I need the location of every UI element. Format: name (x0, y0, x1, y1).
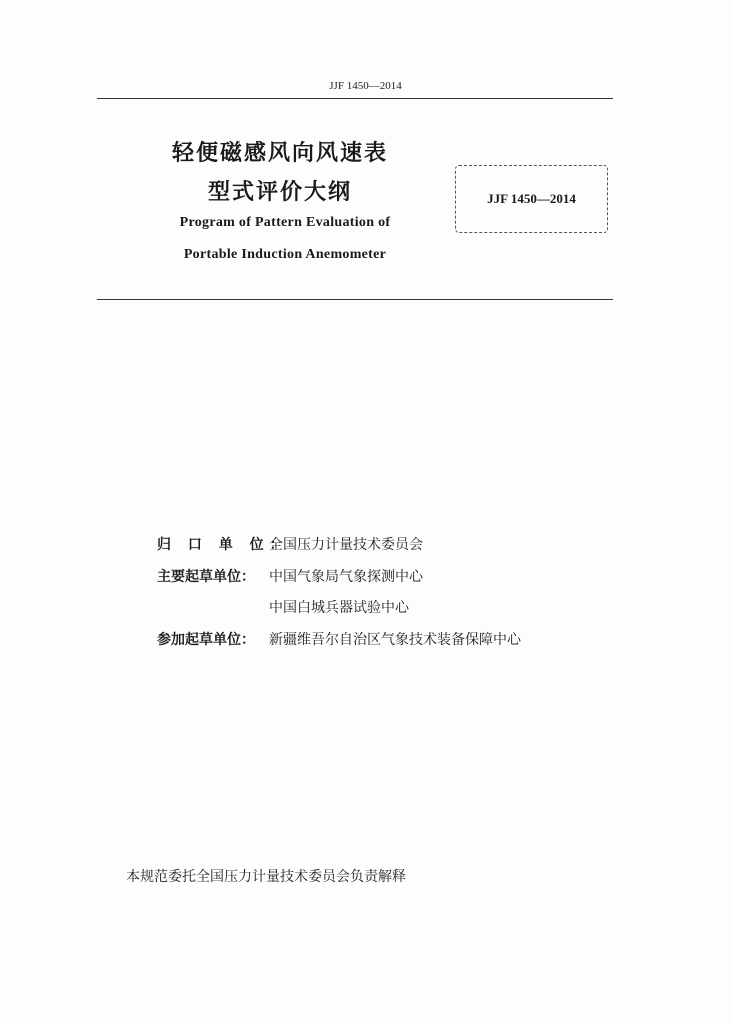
standard-code-box (455, 165, 608, 233)
title-chinese-line-2: 型式评价大纲 (207, 180, 352, 205)
standard-code-box-text: JJF 1450—2014 (487, 191, 576, 206)
main-drafting-unit-row-2 (157, 597, 409, 617)
participating-drafting-unit-label: 参加起草单位： (157, 632, 255, 648)
header-rule (97, 98, 613, 99)
participating-drafting-unit-row (157, 629, 521, 649)
title-english-line-1: Program of Pattern Evaluation of (179, 215, 391, 230)
participating-drafting-unit-value: 新疆维吾尔自治区气象技术装备保障中心 (269, 632, 521, 648)
responsible-unit-row (157, 534, 423, 554)
interpretation-note: 本规范委托全国压力计量技术委员会负责解释 (126, 869, 406, 885)
main-drafting-unit-label: 主要起草单位： (157, 569, 255, 585)
title-bottom-rule (97, 299, 613, 300)
main-drafting-unit-value-2: 中国白城兵器试验中心 (269, 600, 409, 616)
main-drafting-unit-value-1: 中国气象局气象探测中心 (269, 569, 423, 585)
main-drafting-unit-row (157, 566, 423, 586)
responsible-unit-label: 归 口 单 位： (157, 537, 290, 553)
title-chinese-line-1: 轻便磁感风向风速表 (171, 141, 388, 166)
responsible-unit-value: 全国压力计量技术委员会 (269, 537, 423, 553)
title-english-line-2: Portable Induction Anemometer (183, 247, 387, 262)
header-standard-code: JJF 1450—2014 (329, 80, 402, 92)
